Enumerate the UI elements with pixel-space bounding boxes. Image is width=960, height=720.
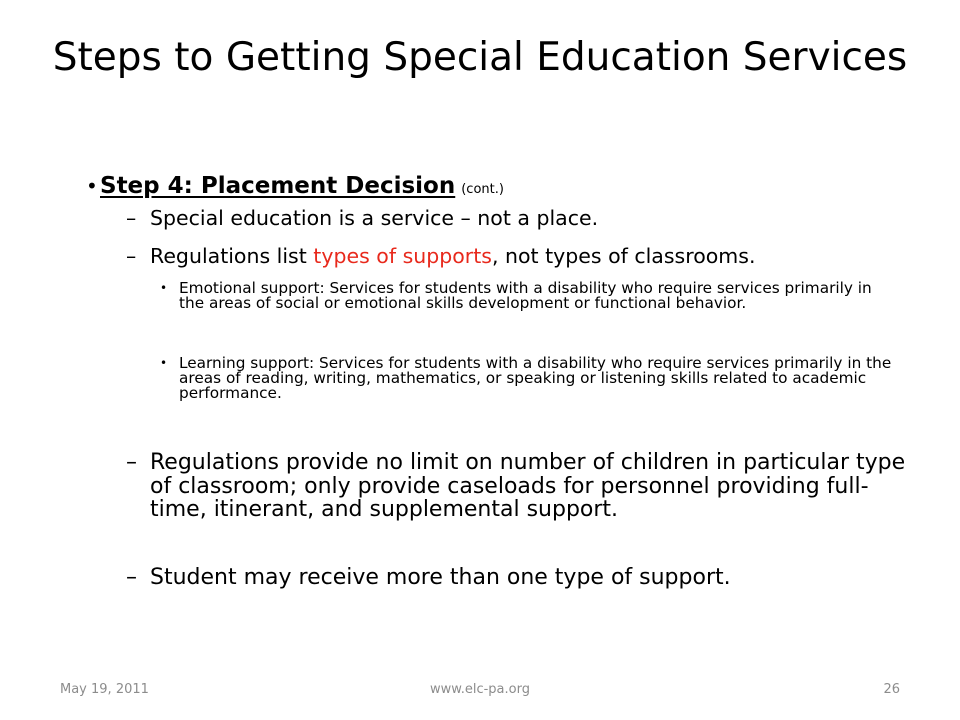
point-regulations-supports xyxy=(126,245,906,268)
point-text: Special education is a service – not a place. xyxy=(150,206,599,230)
sub-point-text: Learning support: Services for students with a disability who require services primarily in the areas of reading, writing, mathematics, or speaking or listening skills related to academic performance. xyxy=(179,354,892,402)
sub-point-text: Emotional support: Services for students with a disability who require services primarily in the areas of social or emotional skills development or functional behavior. xyxy=(179,279,872,312)
bullet-icon: • xyxy=(160,356,168,370)
point-text-prefix: Regulations list xyxy=(150,244,314,268)
sub-point-learning-support xyxy=(160,356,900,400)
types-of-supports-highlight: types of supports xyxy=(313,244,492,268)
point-text-suffix: , not types of classrooms. xyxy=(491,244,756,268)
point-multiple-supports xyxy=(126,566,906,590)
sub-point-emotional-support xyxy=(160,281,900,311)
step-suffix: (cont.) xyxy=(461,182,504,197)
dash-icon: – xyxy=(126,450,137,475)
footer-date: May 19, 2011 xyxy=(60,682,149,697)
dash-icon: – xyxy=(126,565,137,590)
footer-url: www.elc-pa.org xyxy=(430,682,530,697)
point-text: Regulations provide no limit on number of children in particular type of classroom; only provide caseloads for personnel providing full-time, itinerant, and supplemental support. xyxy=(150,450,906,522)
point-text: Student may receive more than one type of support. xyxy=(150,565,731,590)
slide-number: 26 xyxy=(883,682,900,697)
slide-title: Steps to Getting Special Education Services xyxy=(52,35,908,80)
step-heading: Step 4: Placement Decision xyxy=(100,173,456,199)
step-heading-line xyxy=(100,169,504,207)
point-text xyxy=(150,245,906,268)
point-no-limit xyxy=(126,451,906,522)
bullet-icon: • xyxy=(86,174,98,198)
point-service-not-place xyxy=(126,207,906,230)
bullet-icon: • xyxy=(160,281,168,295)
dash-icon: – xyxy=(126,244,137,268)
dash-icon: – xyxy=(126,206,137,230)
